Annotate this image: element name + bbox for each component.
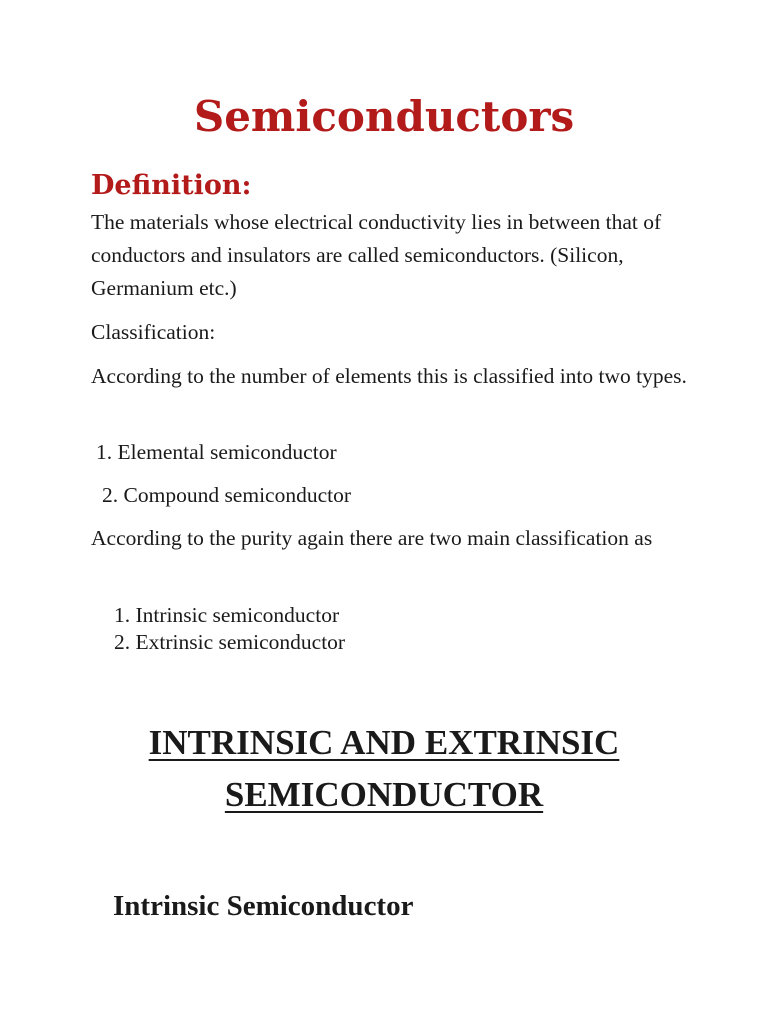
sub-heading: Intrinsic Semiconductor [113,890,414,922]
classification-label: Classification: [91,320,216,344]
list-item: 1. Elemental semiconductor [96,440,337,464]
section-heading-line2: SEMICONDUCTOR [224,775,544,814]
list-item: 2. Compound semiconductor [102,483,352,507]
section-heading [0,717,768,821]
page-title: Semiconductors [193,92,575,141]
definition-heading: Definition: [91,170,252,201]
section-heading-line1: INTRINSIC AND EXTRINSIC [148,723,620,762]
list-item: 2. Extrinsic semiconductor [114,630,346,654]
purity-paragraph: According to the purity again there are two main classification as [91,526,653,550]
classification-elements-paragraph: According to the number of elements this is classified into two types. [91,364,687,388]
definition-paragraph: The materials whose electrical conductivity lies in between that of conductors and insulators are called semiconductors. (Silicon, Germanium etc.) [91,210,662,300]
list-item: 1. Intrinsic semiconductor [114,603,340,627]
